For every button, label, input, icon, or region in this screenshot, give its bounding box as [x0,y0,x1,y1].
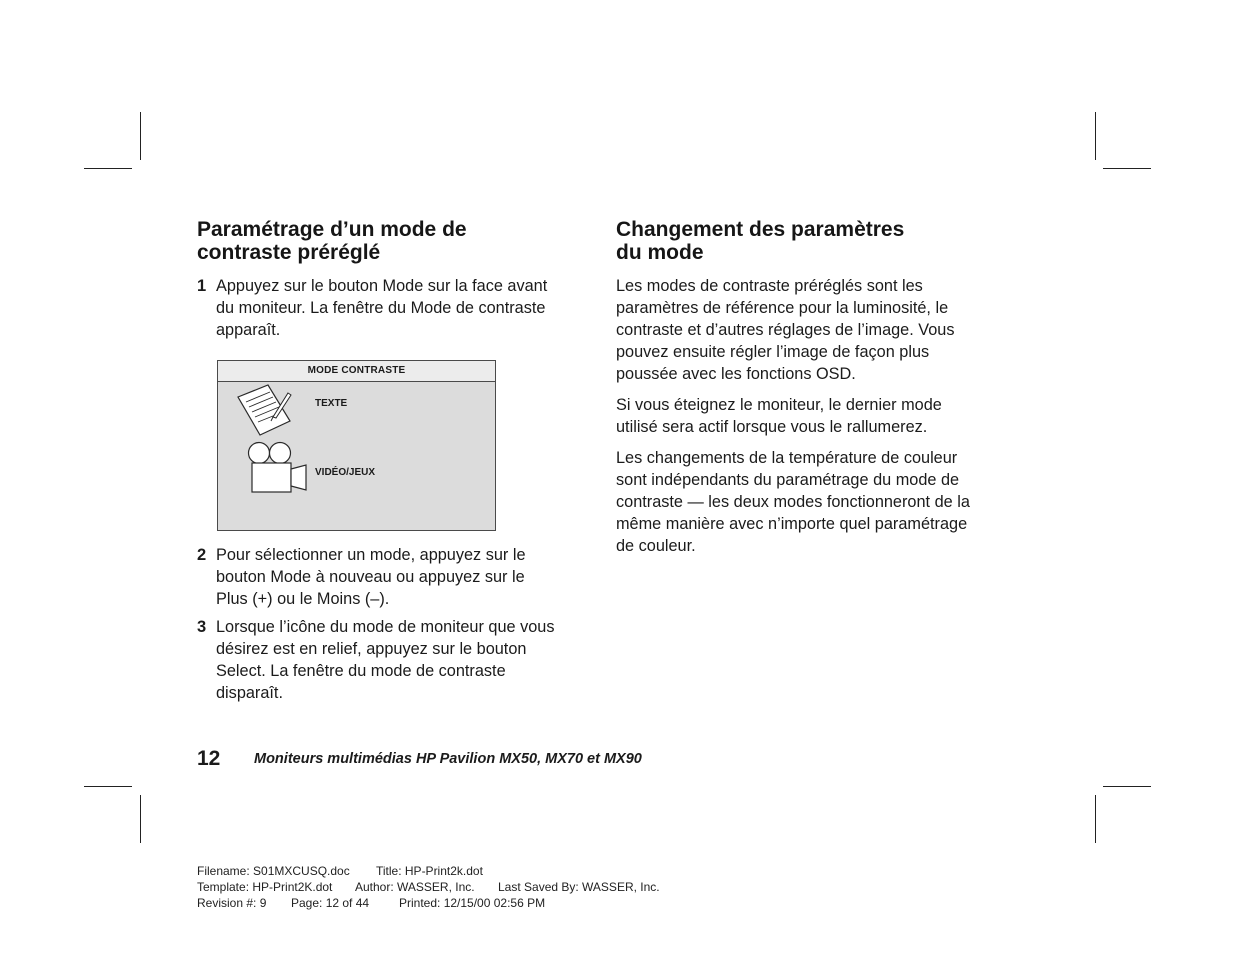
crop-mark [1103,786,1151,787]
text-line: même manière avec n’importe quel paramétrage [616,515,968,533]
text-line: apparaît. [216,321,281,339]
text-line: paramètres de référence pour la luminosité, le [616,299,949,317]
crop-mark [1095,112,1096,160]
text-line: Plus (+) ou le Moins (–). [216,590,390,608]
text-line: de couleur. [616,537,696,555]
text-line: bouton Mode à nouveau ou appuyez sur le [216,568,525,586]
contrast-mode-window [217,360,496,531]
file-info-title: Title: HP-Print2k.dot [376,864,483,878]
mode-icons [218,361,495,530]
heading-line: contraste préréglé [197,241,381,264]
paragraph [616,275,955,385]
text-line: désirez est en relief, appuyez sur le bouton [216,640,527,658]
text-line: Pour sélectionner un mode, appuyez sur le [216,546,526,564]
text-line: Les modes de contraste préréglés sont les [616,277,923,295]
file-info-page: Page: 12 of 44 [291,896,370,910]
document-pen-icon [238,385,291,435]
file-info-filename: Filename: S01MXCUSQ.doc [197,864,350,878]
page-number: 12 [197,747,221,770]
file-info-revision: Revision #: 9 [197,896,267,910]
step-text [216,275,547,341]
video-camera-icon [249,443,307,493]
file-info-template: Template: HP-Print2K.dot [197,880,333,894]
text-line: Lorsque l’icône du mode de moniteur que vous [216,618,555,636]
heading-line: Changement des paramètres [616,218,905,241]
heading-line: Paramétrage d’un mode de [197,218,467,241]
step-number: 3 [197,618,207,636]
crop-mark [140,795,141,843]
crop-mark [1103,168,1151,169]
mode-option-text: TEXTE [315,398,348,409]
crop-mark [84,168,132,169]
text-line: utilisé sera actif lorsque vous le rallumerez. [616,418,928,436]
crop-mark [1095,795,1096,843]
crop-mark [84,786,132,787]
text-line: pouvez ensuite régler l’image de façon plus [616,343,930,361]
text-line: Les changements de la température de couleur [616,449,958,467]
text-line: poussée avec les fonctions OSD. [616,365,856,383]
text-line: Si vous éteignez le moniteur, le dernier mode [616,396,942,414]
step-text [216,616,555,704]
file-info-last-saved-by: Last Saved By: WASSER, Inc. [498,880,660,894]
text-line: Appuyez sur le bouton Mode sur la face avant [216,277,548,295]
text-line: contraste — les deux modes fonctionneront de la [616,493,970,511]
section-heading-change-mode [616,218,904,264]
text-line: Select. La fenêtre du mode de contraste [216,662,506,680]
window-title: MODE CONTRASTE [218,361,495,382]
text-line: disparaît. [216,684,283,702]
file-info-author: Author: WASSER, Inc. [355,880,475,894]
file-info-printed: Printed: 12/15/00 02:56 PM [399,896,546,910]
step-number: 2 [197,546,207,564]
paragraph [616,447,970,557]
step-number: 1 [197,277,207,295]
text-line: sont indépendants du paramétrage du mode de [616,471,960,489]
crop-mark [140,112,141,160]
heading-line: du mode [616,241,704,264]
step-text [216,544,526,610]
text-line: contraste et d’autres réglages de l’image. Vous [616,321,955,339]
paragraph [616,394,942,438]
section-heading-preset-contrast [197,218,467,264]
running-footer-title: Moniteurs multimédias HP Pavilion MX50, MX70 et MX90 [254,751,642,767]
mode-option-video-games: VIDÉO/JEUX [315,467,376,478]
text-line: du moniteur. La fenêtre du Mode de contraste [216,299,546,317]
